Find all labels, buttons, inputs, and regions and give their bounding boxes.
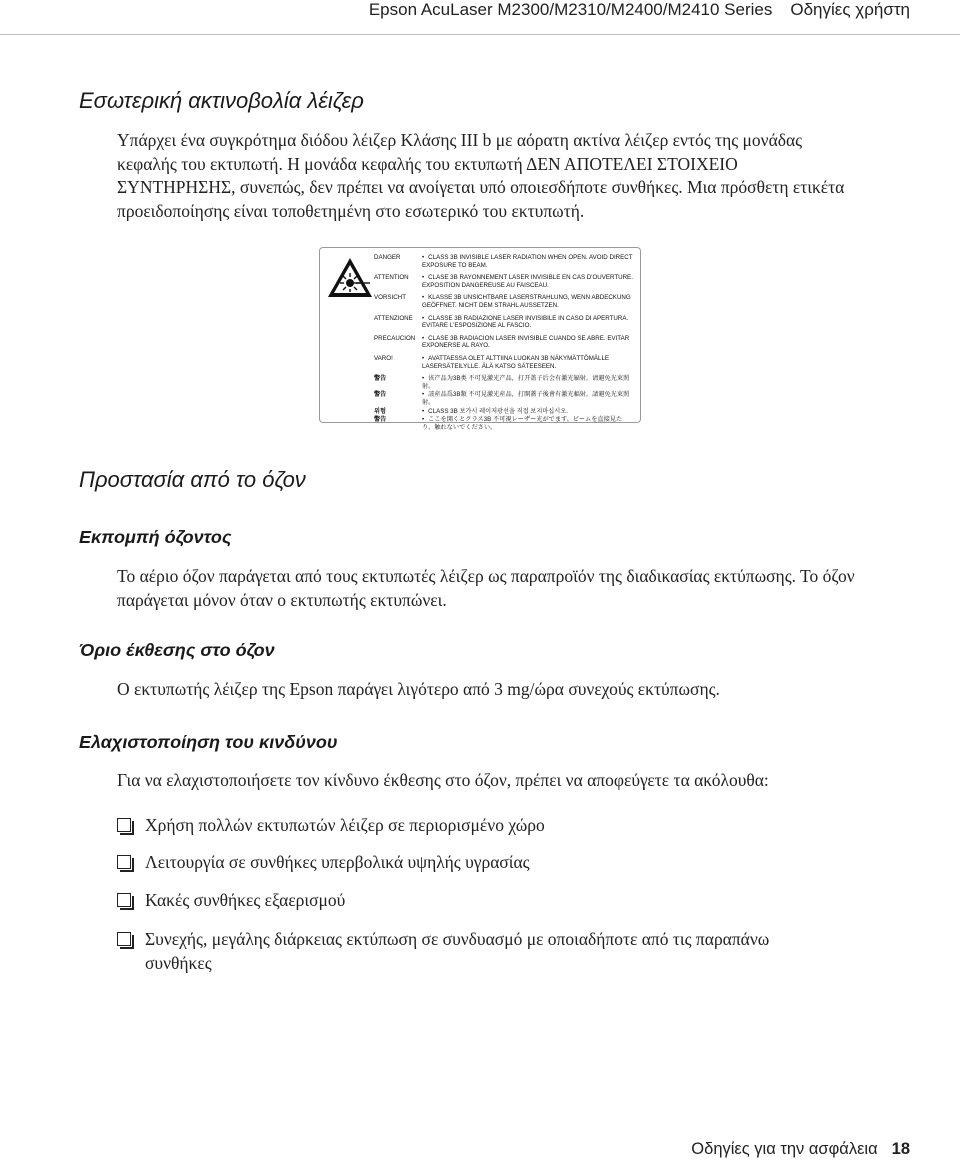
list-item (117, 889, 857, 913)
label-text: • CLASE 3B RAYONNEMENT LASER INVISIBLE EN CAS D'OUVERTURE. EXPOSITION DANGEREUSE AU FAISCEAU. (422, 274, 634, 289)
checkbox-bullet-icon (117, 893, 131, 907)
label-text: • CLASSE 3B RADIAZIONE LASER INVISIBILE IN CASO DI APERTURA. EVITARE L'ESPOSIZIONE AL FASCIO. (422, 315, 634, 330)
label-key: DANGER (374, 254, 401, 261)
label-row (374, 315, 634, 330)
list-item (117, 814, 857, 838)
label-text: • 該産品爲3B類 不可見激光産品，打開蓋子後會有激光輻射，請避免光束照射。 (422, 391, 634, 406)
label-key: ATTENTION (374, 274, 409, 282)
label-row (374, 408, 634, 416)
label-text: • ここを開くとクラス3B 不可視レーザー光がでます。ビームを直接見たり、触れないでください。 (422, 416, 634, 431)
laser-warning-label (319, 247, 641, 431)
running-header (0, 0, 960, 35)
label-row (374, 274, 634, 289)
footer-section: Οδηγίες για την ασφάλεια (691, 1140, 878, 1158)
label-text: • CLASE 3B RADIACION LASER INVISIBLE CUANDO SE ABRE. EVITAR EXPONERSE AL RAYO. (422, 335, 634, 350)
label-text: • CLASS 3B 보가시 레이저광선을 직접 보지마십시오. (422, 408, 634, 416)
list-item (117, 928, 837, 975)
exposure-limit-heading: Όριο έκθεσης στο όζον (79, 640, 275, 660)
label-key: 警告 (374, 375, 387, 383)
label-row (374, 294, 634, 309)
list-item-text: Κακές συνθήκες εξαερισμού (145, 890, 346, 910)
label-text: • KLASSE 3B UNSICHTBARE LASERSTRAHLUNG, WENN ABDECKUNG GEÖFFNET. NICHT DEM STRAHL AUSSETZEN. (422, 294, 634, 309)
header-guide: Οδηγίες χρήστη (790, 0, 910, 19)
label-text: • CLASS 3B INVISIBLE LASER RADIATION WHEN OPEN. AVOID DIRECT EXPOSURE TO BEAM. (422, 254, 634, 269)
label-row (374, 355, 634, 370)
label-text-rows (374, 254, 634, 432)
emission-heading: Εκπομπή όζοντος (79, 527, 232, 547)
label-key: 警告 (374, 416, 387, 424)
label-row (374, 416, 634, 431)
label-row (374, 254, 634, 269)
list-item-text: Λειτουργία σε συνθήκες υπερβολικά υψηλής υγρασίας (145, 852, 530, 872)
label-key: VORSICHT (374, 294, 406, 302)
label-key: PRECAUCION (374, 334, 416, 342)
emission-body: Το αέριο όζον παράγεται από τους εκτυπωτές λέιζερ ως παραπροϊόν της διαδικασίας εκτύπωσης. Το όζον παράγεται μόνον όταν ο εκτυπωτής εκτυπώνει. (117, 566, 855, 610)
checkbox-bullet-icon (117, 932, 131, 946)
label-key: VARO! (374, 354, 393, 362)
laser-section-body: Υπάρχει ένα συγκρότημα διόδου λέιζερ Κλάσης III b με αόρατη ακτίνα λέιζερ εντός της μονάδας κεφαλής του εκτυπωτή. Η μονάδα κεφαλής του εκτυπωτή ΔΕΝ ΑΠΟΤΕΛΕΙ ΣΤΟΙΧΕΙΟ ΣΥΝΤΗΡΗΣΗΣ, συνεπώς, δεν πρέπει να ανοίγεται υπό οποιεσδήποτε συνθήκες. Μια πρόσθετη ετικέτα προειδοποίησης είναι τοποθετημένη στο εσωτερικό του εκτυπωτή. (117, 130, 845, 221)
list-item-text: Συνεχής, μεγάλης διάρκειας εκτύπωση σε συνδυασμό με οποιαδήποτε από τις παραπάνω συνθήκες (145, 929, 770, 973)
label-row (374, 391, 634, 406)
checkbox-bullet-icon (117, 855, 131, 869)
label-key: ATTENZIONE (374, 314, 413, 322)
label-key: 警告 (374, 391, 387, 399)
page-number: 18 (891, 1140, 910, 1158)
risk-heading: Ελαχιστοποίηση του κινδύνου (79, 732, 338, 752)
list-item (117, 851, 857, 875)
page-footer (691, 1140, 910, 1159)
risk-intro: Για να ελαχιστοποιήσετε τον κίνδυνο έκθεσης στο όζον, πρέπει να αποφεύγετε τα ακόλουθα: (117, 770, 769, 790)
header-text (369, 0, 910, 20)
exposure-limit-body: Ο εκτυπωτής λέιζερ της Epson παράγει λιγότερο από 3 mg/ώρα συνεχούς εκτύπωσης. (117, 679, 720, 699)
label-key: 위험 (374, 407, 386, 415)
header-product: Epson AcuLaser M2300/M2310/M2400/M2410 Series (368, 0, 773, 19)
laser-warning-triangle-icon (326, 256, 374, 300)
label-text: • AVATTAESSA OLET ALTTIINA LUOKAN 3B NÄKYMÄTTÖMÄLLE LASERSÄTEILYLLE. ÄLÄ KATSO SÄTEESEEN. (422, 355, 634, 370)
label-row (374, 375, 634, 390)
ozone-section-title: Προστασία από το όζον (79, 467, 306, 492)
list-item-text: Χρήση πολλών εκτυπωτών λέιζερ σε περιορισμένο χώρο (145, 815, 545, 835)
label-text: • 该产品为3B类 不可见激光产品，打开盖子后会有激光辐射，请避免光束照射。 (422, 375, 634, 390)
laser-section-title: Εσωτερική ακτινοβολία λέιζερ (79, 88, 364, 113)
checkbox-bullet-icon (117, 818, 131, 832)
label-row (374, 335, 634, 350)
